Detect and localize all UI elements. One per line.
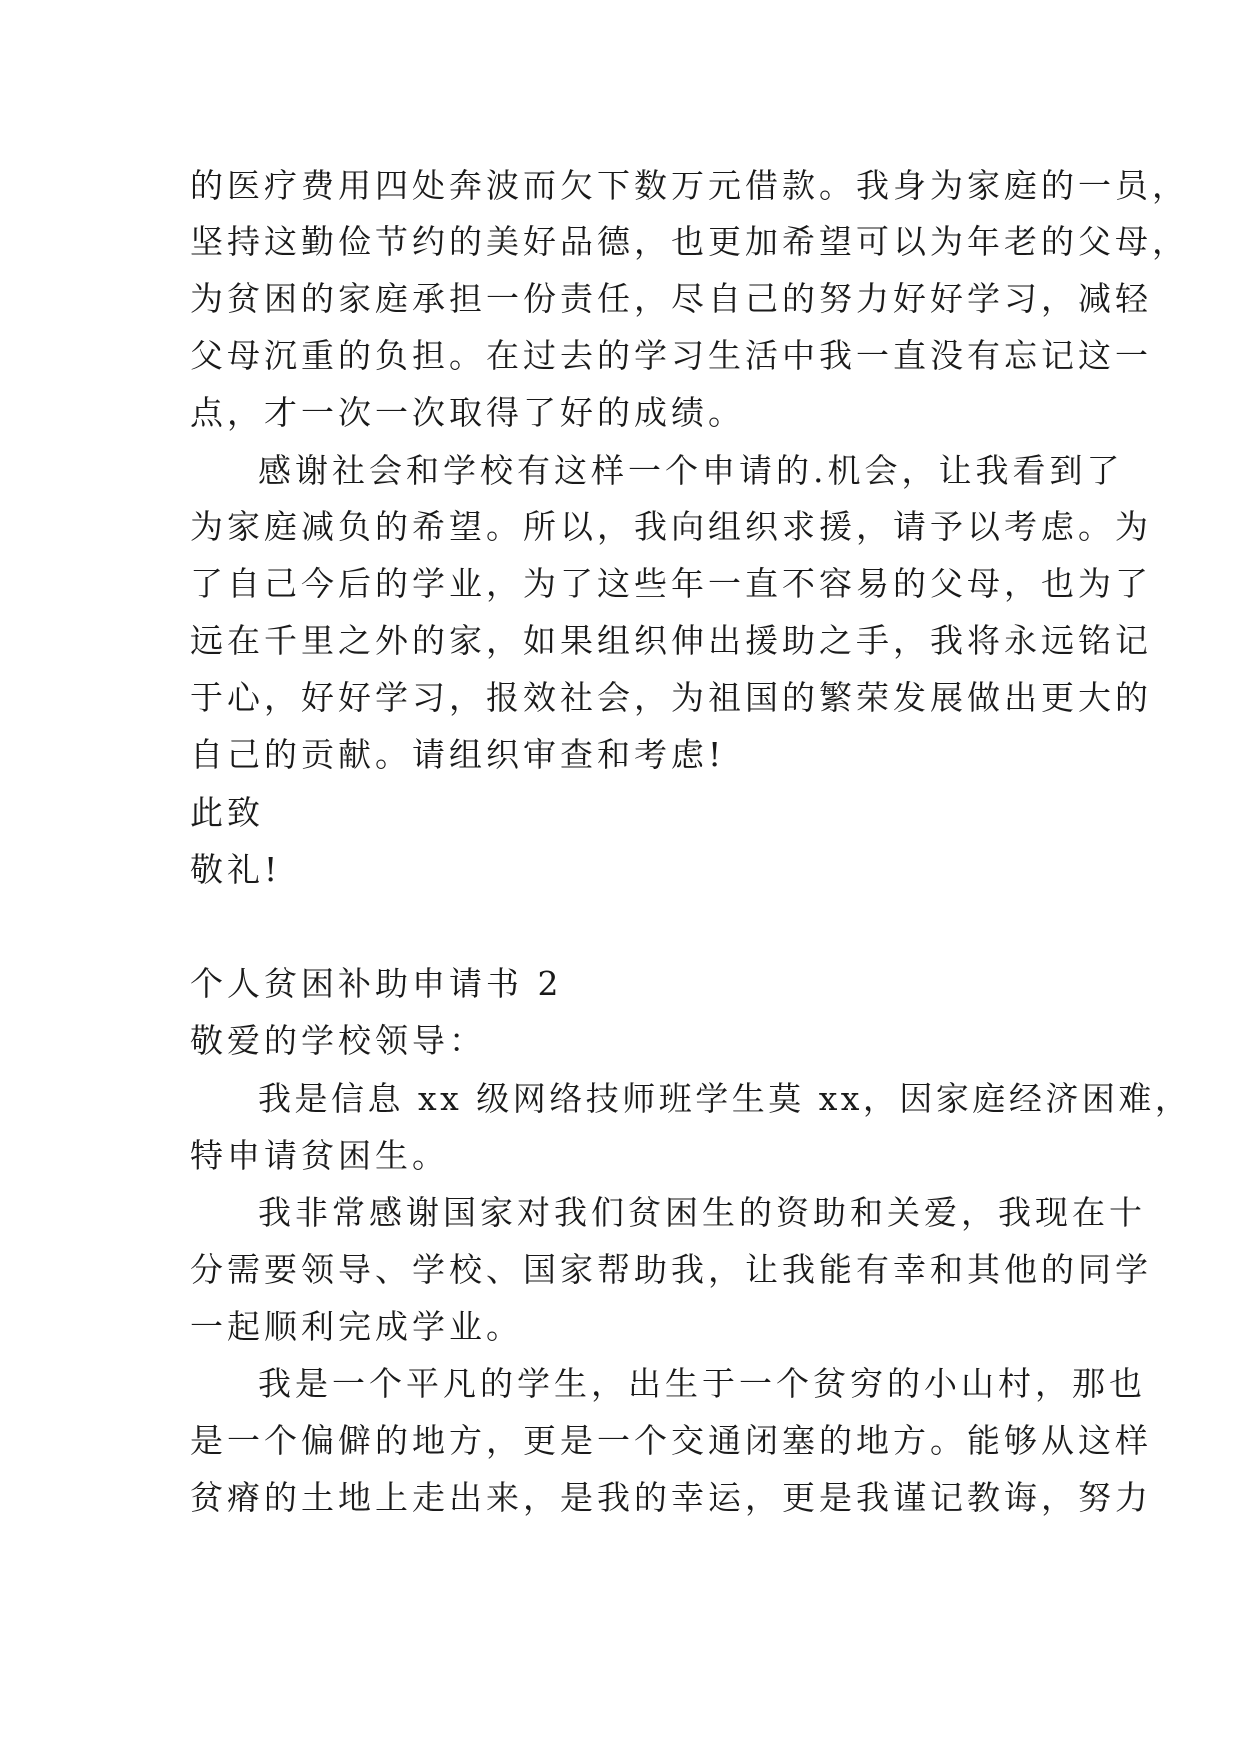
text-line: 为贫困的家庭承担一份责任，尽自己的努力好好学习，减轻 (190, 279, 1152, 318)
text-line: 分需要领导、学校、国家帮助我，让我能有幸和其他的同学 (190, 1250, 1152, 1289)
closing-salutation: 此致 (190, 793, 264, 832)
paragraph-first-line: 我非常感谢国家对我们贫困生的资助和关爱，我现在十 (258, 1193, 1146, 1232)
paragraph-first-line: 感谢社会和学校有这样一个申请的.机会，让我看到了 (258, 451, 1124, 490)
text-line: 贫瘠的土地上走出来，是我的幸运，更是我谨记教诲，努力 (190, 1478, 1152, 1517)
text-line: 的医疗费用四处奔波而欠下数万元借款。我身为家庭的一员， (190, 166, 1189, 205)
text-line: 远在千里之外的家，如果组织伸出援助之手，我将永远铭记 (190, 621, 1152, 660)
closing-respect: 敬礼! (190, 850, 282, 889)
text-line: 父母沉重的负担。在过去的学习生活中我一直没有忘记这一 (190, 336, 1152, 375)
paragraph-first-line: 我是信息 xx 级网络技师班学生莫 xx，因家庭经济困难， (258, 1079, 1192, 1118)
text-line: 一起顺利完成学业。 (190, 1307, 523, 1346)
document-title: 个人贫困补助申请书 2 (190, 964, 563, 1003)
text-line: 特申请贫困生。 (190, 1136, 449, 1175)
text-line: 点，才一次一次取得了好的成绩。 (190, 393, 745, 432)
text-line: 坚持这勤俭节约的美好品德，也更加希望可以为年老的父母， (190, 222, 1189, 261)
text-line: 自己的贡献。请组织审查和考虑! (190, 735, 726, 774)
text-line: 于心，好好学习，报效社会，为祖国的繁荣发展做出更大的 (190, 678, 1152, 717)
salutation: 敬爱的学校领导： (190, 1021, 486, 1060)
paragraph-first-line: 我是一个平凡的学生，出生于一个贫穷的小山村，那也 (258, 1364, 1146, 1403)
text-line: 为家庭减负的希望。所以，我向组织求援，请予以考虑。为 (190, 507, 1152, 546)
text-line: 了自己今后的学业，为了这些年一直不容易的父母，也为了 (190, 564, 1152, 603)
text-line: 是一个偏僻的地方，更是一个交通闭塞的地方。能够从这样 (190, 1421, 1152, 1460)
